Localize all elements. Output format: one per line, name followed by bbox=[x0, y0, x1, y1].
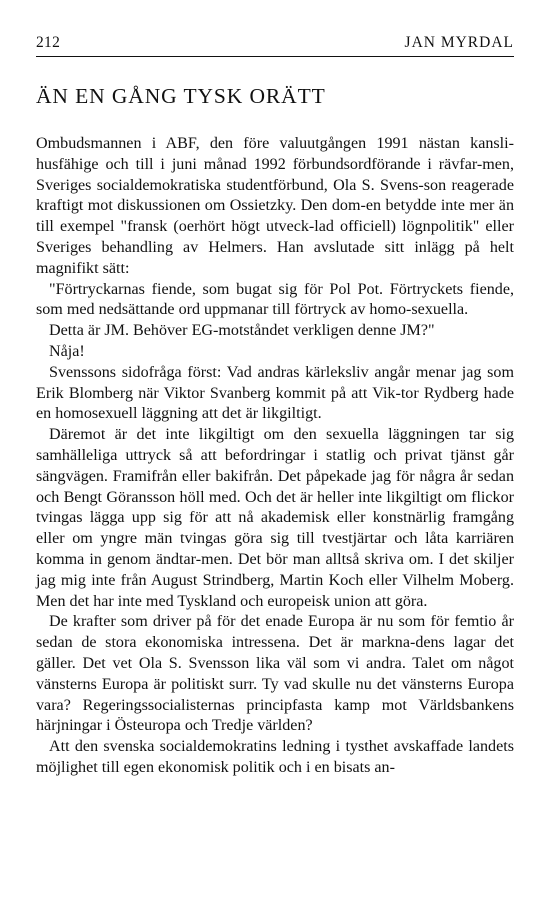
running-header bbox=[36, 34, 514, 57]
paragraph: "Förtryckarnas fiende, som bugat sig för Pol Pot. Förtryckets fiende, som med nedsättande ord uppmanar till förtryck av homo-sexuella. bbox=[36, 280, 514, 319]
chapter-title: ÄN EN GÅNG TYSK ORÄTT bbox=[36, 84, 326, 108]
paragraph: Ombudsmannen i ABF, den före valuutgången 1991 nästan kansli-husfähige och till i juni månad 1992 förbundsordförande i rävfar-men, Sveriges socialdemokratiska studentförbund, Ola S. Svens-son reagerade kraftigt mot diskussionen om Ossietzky. Den dom-en betydde inte mer än till exempel "fransk (oerhört högt utveck-lad officiell) lögnpolitik" eller Sveriges behandling av Helmers. Han avslutade sitt inlägg på helt magnifikt sätt: bbox=[36, 135, 514, 277]
paragraph: Svenssons sidofråga först: Vad andras kärleksliv angår menar jag som Erik Blomberg när Viktor Svanberg kommit på att Vik-tor Rydberg hade en homosexuell läggning att det är likgiltigt. bbox=[36, 363, 514, 423]
running-header-author: JAN MYRDAL bbox=[404, 34, 514, 51]
paragraph: Detta är JM. Behöver EG-motståndet verkligen denne JM?" bbox=[49, 322, 435, 340]
body-text bbox=[36, 134, 514, 779]
paragraph: Att den svenska socialdemokratins ledning i tysthet avskaffade landets möjlighet till egen ekonomisk politik och i en bisats an- bbox=[36, 738, 514, 776]
book-page bbox=[36, 34, 514, 779]
paragraph: De krafter som driver på för det enade Europa är nu som för femtio år sedan de stora ekonomiska intressena. Det är markna-dens lagar det gäller. Det vet Ola S. Svensson lika väl som vi andra. Talet om något vänsterns Europa är politiskt surr. Ty vad skulle nu det vänsterns Europa vara? Regeringssocialisternas principfasta kamp mot Världsbankens härjningar i Östeuropa och Tredje världen? bbox=[36, 613, 514, 735]
paragraph: Däremot är det inte likgiltigt om den sexuella läggningen tar sig samhälleliga uttryck så att befordringar i statlig och privat tjänst går sängvägen. Framifrån eller bakifrån. Det påpekade jag för några år sedan och Bengt Göransson höll med. Och det är heller inte likgiltigt om flickor tvingas lägga upp sig för att nå akademisk eller konstnärlig framgång eller om yngre män tvingas göra sig till tvestjärtar och låta karriären komma in genom ändtar-men. Det bör man alltså skriva om. I det skiljer jag mig inte från August Strindberg, Martin Koch eller Vilhelm Moberg. Men det har inte med Tyskland och europeisk union att göra. bbox=[36, 426, 514, 610]
page-number: 212 bbox=[36, 34, 61, 51]
paragraph: Nåja! bbox=[49, 342, 85, 360]
